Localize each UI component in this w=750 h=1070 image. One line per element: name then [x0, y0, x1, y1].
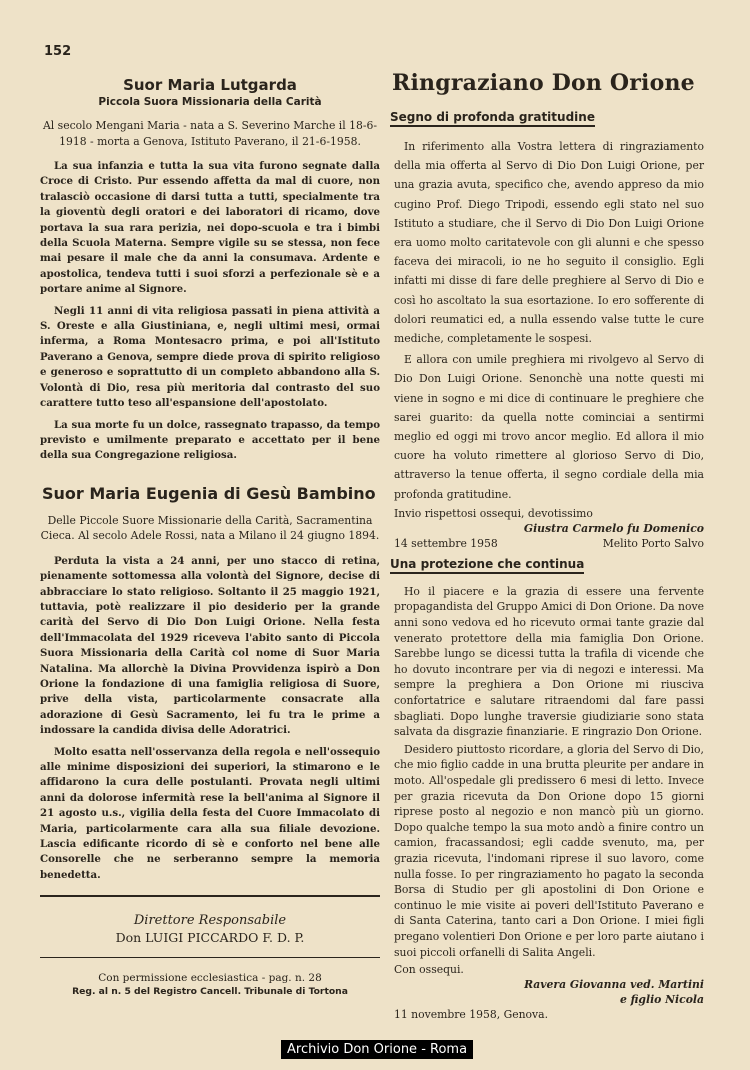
article-title: Suor Maria Lutgarda — [123, 76, 297, 94]
article-intro: Delle Piccole Suore Missionarie della Carità, Sacramentina Cieca. Al secolo Adele Rossi, nata a Milano il 24 giugno 1894. — [40, 513, 380, 543]
article-subtitle: Piccola Suora Missionaria della Carità — [98, 96, 322, 108]
article-intro: Al secolo Mengani Maria - nata a S. Severino Marche il 18-6-1918 - morta a Genova, Istituto Paverano, il 21-6-1958. — [42, 119, 378, 148]
date: 14 settembre 1958 — [394, 536, 498, 550]
divider — [40, 957, 380, 958]
main-title: Ringraziano Don Orione — [392, 70, 695, 96]
closing: Con ossequi. — [394, 963, 464, 977]
registration-line: Reg. al n. 5 del Registro Cancell. Tribunale di Tortona — [72, 986, 348, 998]
section-protezione — [384, 551, 704, 1022]
paragraph: Desidero piuttosto ricordare, a gloria del Servo di Dio, che mio figlio cadde in una brutta pleurite per andare in moto. All'ospedale gli predissero 6 mesi di letto. Invece per grazia ricevuta da Don Orione dopo 15 giorni riprese posto al negozio e non mancò più un giorno. Dopo qualche tempo la sua moto andò a finire contro un camion, fracassandosi; egli cadde svenuto, ma, per grazia ricevuta, l'indomani riprese il suo lavoro, come nulla fosse. Io per ringraziamento ho pagato la seconda Borsa di Studio per gli apostolini di Don Orione e continuo le mie visite ai poveri dell'Istituto Paverano e di Santa Caterina, tanto cari a Don Orione. I miei figli pregano volentieri Don Orione e per loro parte aiutano i suoi piccoli orfanelli di Salita Angeli. — [394, 742, 704, 959]
signature: Giustra Carmelo fu Domenico — [523, 521, 704, 535]
date: 11 novembre 1958, Genova. — [394, 1008, 549, 1022]
paragraph: Ho il piacere e la grazia di essere una fervente propagandista del Gruppo Amici di Don Orione. Da nove anni sono vedova ed ho ricevuto ormai tante grazie dal venerato protettore della mia famiglia Don Orione. Sarebbe lungo se dicessi tutta la trafila di vicende che ho dovuto incontrare per via di negozi e interessi. Ma sempre la preghiera a Don Orione mi riusciva confortatrice e salutare ritraendomi dal fare passi sbagliati. Dopo lunghe traversie giudiziarie sono stata salvata da disgrazie finanziarie. E ringrazio Don Orione. — [394, 584, 704, 739]
closing: Invio rispettosi ossequi, devotissimo — [394, 506, 593, 520]
article-lutgarda — [40, 76, 380, 464]
right-column — [384, 70, 704, 1022]
paragraph: Perduta la vista a 24 anni, per uno stacco di retina, pienamente sottomessa alla volontà del Signore, decise di abbracciare lo stato religioso. Soltanto il 25 maggio 1921, tuttavia, potè realizzare il pio desiderio per la grande carità del Servo di Dio Don Luigi Orione. Nella festa dell'Immacolata del 1929 riceveva l'abito santo di Piccola Suora Missionaria della Carità col nome di Suor Maria Natalina. Ma allorchè la Divina Provvidenza ispirò a Don Orione la fondazione di una famiglia religiosa di Suore, prive della vista, particolarmente consacrate alla adorazione di Gesù Sacramento, lei fu tra le prime a indossare la candida divisa delle Adoratrici. — [40, 554, 380, 737]
signature: Ravera Giovanna ved. Martini — [524, 978, 704, 992]
page-number: 152 — [44, 44, 72, 59]
paragraph: La sua morte fu un dolce, rassegnato trapasso, da tempo previsto e umilmente preparato e accettato per il bene della sua Congregazione religiosa. — [40, 418, 380, 462]
left-column — [40, 70, 380, 997]
date-place-row — [394, 536, 704, 551]
paragraph: La sua infanzia e tutta la sua vita furono segnate dalla Croce di Cristo. Pur essendo affetta da mal di cuore, non tralasciò occasione di darsi tutta a tutti, specialmente tra la gioventù degli oratori e dei laboratori di ricamo, dove portava la sua rara perizia, nei dopo-scuola e tra i bimbi della Scuola Materna. Sempre vigile su se stessa, non fece mai pesare il male che da anni la consumava. Ardente e apostolica, tendeva tutti i suoi sforzi a perfezionale sè e a portare anime al Signore. — [40, 160, 380, 296]
section-gratitudine — [384, 104, 704, 551]
section-heading: Una protezione che continua — [390, 557, 584, 574]
paragraph: In riferimento alla Vostra lettera di ringraziamento della mia offerta al Servo di Dio Don Luigi Orione, per una grazia avuta, specifico che, avendo appreso da mio cugino Prof. Diego Tripodi, essendo egli stato nel suo Istituto a studiare, che il Servo di Dio Don Luigi Orione era uomo molto caritatevole con gli alunni e che spesso faceva dei miracoli, io ne ho seguito il consiglio. Egli infatti mi disse di fare delle preghiere al Servo di Dio e così ho ascoltato la sua esortazione. Io ero sofferente di dolori reumatici ed, a nulla essendo valse tutte le cure mediche, completamente le sospesi. — [394, 140, 704, 346]
section-heading: Segno di profonda gratitudine — [390, 110, 595, 127]
article-title: Suor Maria Eugenia di Gesù Bambino — [42, 483, 376, 503]
director-label: Direttore Responsabile — [133, 913, 287, 929]
permission-line: Con permissione ecclesiastica - pag. n. 28 — [98, 972, 322, 985]
director-name: Don LUIGI PICCARDO F. D. P. — [115, 930, 305, 946]
article-eugenia — [40, 484, 380, 884]
paragraph: Negli 11 anni di vita religiosa passati in piena attività a S. Oreste e alla Giustiniana, e, negli ultimi mesi, ormai inferma, a Roma Montesacro prima, e poi all'Istituto Paverano a Genova, sempre diede prova di spirito religioso e generoso e soprattutto di un completo abbandono alla S. Volontà di Dio, resa più meritoria dal contrasto del suo carattere tutto teso all'espansione dell'apostolato. — [40, 304, 380, 410]
place: Melito Porto Salvo — [602, 536, 704, 550]
divider — [40, 895, 380, 897]
signature: e figlio Nicola — [619, 993, 704, 1007]
paragraph: Molto esatta nell'osservanza della regola e nell'ossequio alle minime disposizioni dei superiori, la stimarono e le affidarono la cura delle postulanti. Provata negli ultimi anni da dolorose infermità rese la bell'anima al Signore il 21 agosto u.s., vigilia della festa del Cuore Immacolato di Maria, particolarmente cara alla sua filiale devozione. Lascia edificante ricordo di sè e conforto nel bene alle Consorelle che ne serberanno sempre la memoria benedetta. — [40, 745, 380, 881]
archive-watermark: Archivio Don Orione - Roma — [281, 1040, 473, 1059]
paragraph: E allora con umile preghiera mi rivolgevo al Servo di Dio Don Luigi Orione. Senonchè una notte questi mi viene in sogno e mi dice di continuare le preghiere che sarei guarito: da quella notte cominciai a sentirmi meglio ed oggi mi trovo ancor meglio. Ed allora il mio cuore ha voluto rimettere al glorioso Servo di Dio, attraverso la tenue offerta, il segno cordiale della mia profonda gratitudine. — [394, 353, 704, 501]
